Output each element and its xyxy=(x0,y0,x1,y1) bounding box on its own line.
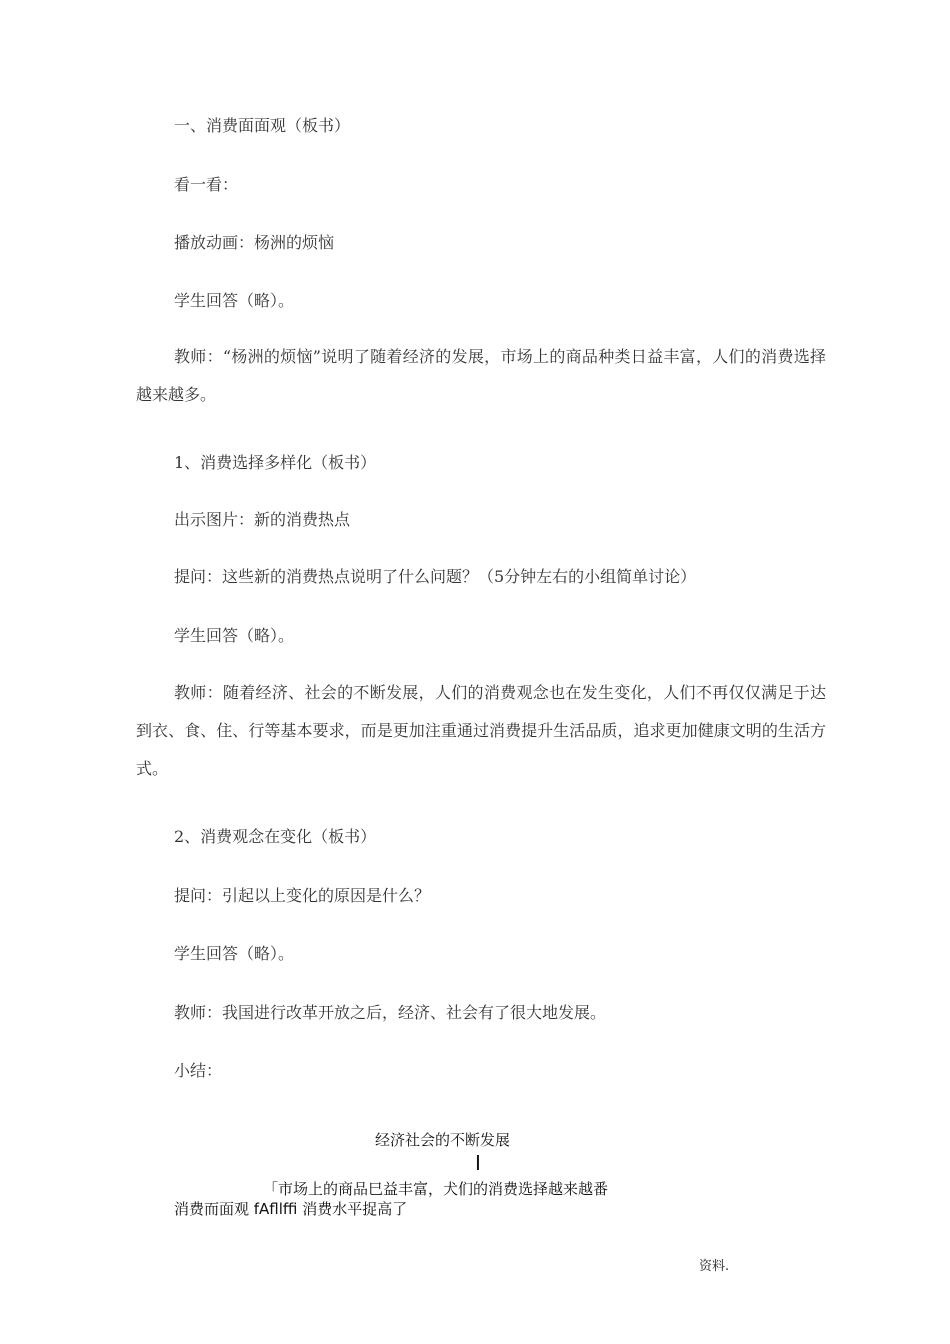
paragraph-teacher-2: 教师：随着经济、社会的不断发展，人们的消费观念也在发生变化，人们不再仅仅满足于达到衣、食、住、行等基本要求，而是更加注重通过消费提升生活品质，追求更加健康文明的生活方式。 xyxy=(136,683,826,778)
heading-consumption-overview: 一、消费面面观（板书） xyxy=(174,116,351,135)
heading-section-1: 1、消费选择多样化（板书） xyxy=(174,453,377,472)
text-student-answer: 学生回答（略）。 xyxy=(174,291,295,310)
text-play-animation: 播放动画：杨洲的烦恼 xyxy=(174,233,335,252)
heading-section-2: 2、消费观念在变化（板书） xyxy=(174,827,377,846)
text-question-1: 提问：这些新的消费热点说明了什么问题？（5分钟左右的小组简单讨论） xyxy=(174,567,697,586)
diagram-line-2: 消费而面观 fAfllffi 消费水平捉高了 xyxy=(174,1200,408,1218)
text-teacher-3: 教师：我国进行改革开放之后，经济、社会有了很大地发展。 xyxy=(174,1003,607,1022)
footer-note: 资料. xyxy=(699,1259,730,1274)
text-question-2: 提问：引起以上变化的原因是什么？ xyxy=(174,886,431,905)
text-look: 看一看： xyxy=(174,175,239,194)
text-student-answer: 学生回答（略）。 xyxy=(174,626,295,645)
diagram-connector: I xyxy=(475,1151,481,1175)
text-student-answer: 学生回答（略）。 xyxy=(174,944,295,963)
text-summary-label: 小结： xyxy=(174,1061,223,1080)
diagram-line-1: 「市场上的商品巳益丰富，犬们的消费选择越来越番 xyxy=(263,1180,609,1198)
paragraph-teacher-1: 教师：“杨洲的烦恼”说明了随着经济的发展，市场上的商品种类日益丰富，人们的消费选择越来越多。 xyxy=(136,347,826,404)
diagram-top-node: 经济社会的不断发展 xyxy=(375,1131,511,1149)
text-show-pictures: 出示图片：新的消费热点 xyxy=(174,510,351,529)
